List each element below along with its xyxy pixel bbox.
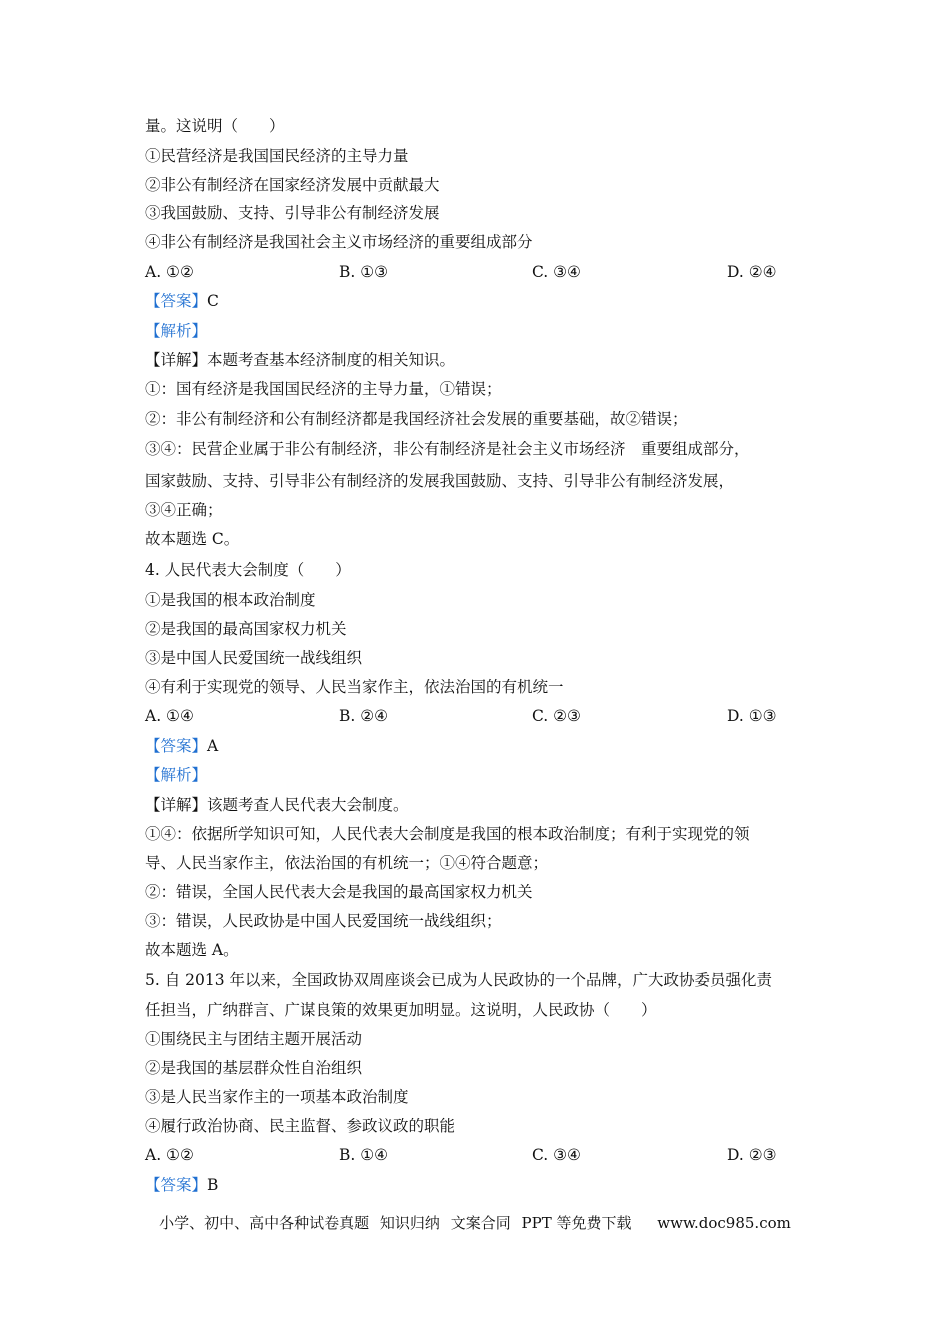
answer-line [145, 1175, 218, 1195]
text-line: 故本题选 A。 [145, 941, 239, 959]
text-line: ②是我国的最高国家权力机关 [145, 620, 347, 638]
text-line: 任担当，广纳群言、广谋良策的效果更加明显。这说明，人民政协（ ） [145, 1001, 657, 1019]
text-line: ①民营经济是我国国民经济的主导力量 [145, 147, 409, 165]
text-line: ②：错误，全国人民代表大会是我国的最高国家权力机关 [145, 883, 533, 901]
answer-line [145, 291, 219, 311]
answer-option: C. ②③ [532, 707, 581, 725]
text-line: ③是中国人民爱国统一战线组织 [145, 649, 363, 667]
footer-item: 小学、初中、高中各种试卷真题 [159, 1214, 370, 1232]
answer-option: D. ①③ [727, 707, 777, 725]
text-line: ①围绕民主与团结主题开展活动 [145, 1030, 363, 1048]
footer [0, 1213, 950, 1233]
text-line: ②：非公有制经济和公有制经济都是我国经济社会发展的重要基础，故②错误； [145, 410, 688, 428]
text-line: 量。这说明（ ） [145, 117, 285, 135]
answer-value: B [207, 1176, 219, 1194]
answer-option: C. ③④ [532, 1146, 581, 1164]
analysis-label: 【解析】 [145, 766, 208, 784]
answer-label: 【答案】 [145, 737, 208, 755]
answer-value: C [207, 292, 219, 310]
text-line: ④履行政治协商、民主监督、参政议政的职能 [145, 1117, 456, 1135]
text-line: ①：国有经济是我国国民经济的主导力量，①错误； [145, 380, 502, 398]
text-line: ③④：民营企业属于非公有制经济，非公有制经济是社会主义市场经济 重要组成部分， [145, 440, 750, 458]
text-line: ③④正确； [145, 501, 223, 519]
answer-option: A. ①② [145, 1146, 194, 1164]
footer-item: 文案合同 [450, 1214, 511, 1232]
footer-url[interactable]: www.doc985.com [657, 1214, 791, 1232]
answer-option: C. ③④ [532, 263, 581, 281]
answer-option: A. ①② [145, 263, 194, 281]
text-line: ③：错误，人民政协是中国人民爱国统一战线组织； [145, 912, 502, 930]
answer-option: B. ①③ [339, 263, 389, 281]
answer-label: 【答案】 [145, 1176, 208, 1194]
text-line: ④有利于实现党的领导、人民当家作主，依法治国的有机统一 [145, 678, 564, 696]
text-line: ①是我国的根本政治制度 [145, 591, 316, 609]
text-line: 5. 自 2013 年以来，全国政协双周座谈会已成为人民政协的一个品牌，广大政协委员强化责 [145, 971, 773, 989]
text-line: ①④：依据所学知识可知，人民代表大会制度是我国的根本政治制度；有利于实现党的领 [145, 825, 750, 843]
text-line: 国家鼓励、支持、引导非公有制经济的发展我国鼓励、支持、引导非公有制经济发展， [145, 472, 735, 490]
text-line: 【详解】本题考查基本经济制度的相关知识。 [145, 351, 456, 369]
footer-item: PPT 等免费下载 [521, 1214, 632, 1232]
answer-option: D. ②③ [727, 1146, 777, 1164]
text-line: 故本题选 C。 [145, 530, 240, 548]
text-line: 【详解】该题考查人民代表大会制度。 [145, 796, 409, 814]
text-line: 4. 人民代表大会制度（ ） [145, 561, 351, 579]
answer-value: A [207, 737, 219, 755]
text-line: ④非公有制经济是我国社会主义市场经济的重要组成部分 [145, 233, 533, 251]
text-line: ②是我国的基层群众性自治组织 [145, 1059, 363, 1077]
text-line: ②非公有制经济在国家经济发展中贡献最大 [145, 176, 440, 194]
text-line: 导、人民当家作主，依法治国的有机统一；①④符合题意； [145, 854, 549, 872]
answer-option: B. ①④ [339, 1146, 389, 1164]
footer-item: 知识归纳 [379, 1214, 440, 1232]
answer-option: A. ①④ [145, 707, 194, 725]
answer-line [145, 736, 218, 756]
answer-option: D. ②④ [727, 263, 777, 281]
analysis-label: 【解析】 [145, 322, 208, 340]
text-line: ③是人民当家作主的一项基本政治制度 [145, 1088, 409, 1106]
answer-label: 【答案】 [145, 292, 208, 310]
text-line: ③我国鼓励、支持、引导非公有制经济发展 [145, 204, 440, 222]
answer-option: B. ②④ [339, 707, 389, 725]
